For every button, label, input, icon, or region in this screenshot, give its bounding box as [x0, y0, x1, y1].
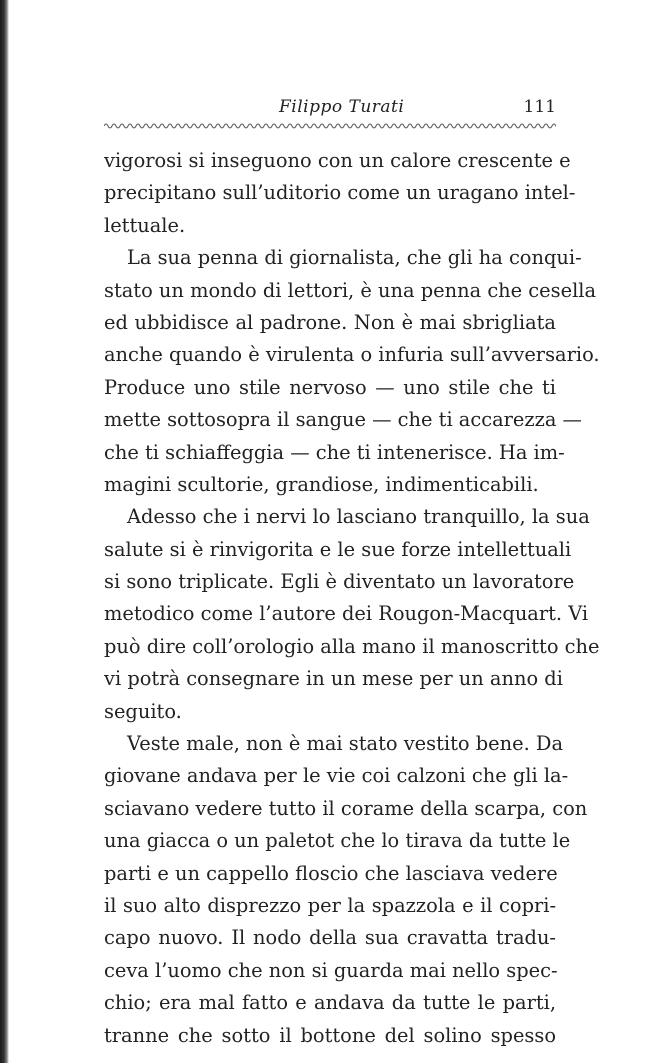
text-line: ed ubbidisce al padrone. Non è mai sbrigliata: [104, 310, 556, 334]
text-line: una giacca o un paletot che lo tirava da tutte le: [104, 829, 571, 853]
text-line: che ti schiaffeggia — che ti intenerisce. Ha im-: [104, 440, 565, 464]
text-line: stato un mondo di lettori, è una penna che cesella: [104, 278, 597, 302]
text-line: vigorosi si inseguono con un calore crescente e: [104, 149, 571, 172]
text-line: parti e un cappello floscio che lasciava vedere: [104, 861, 558, 885]
text-line: precipitano sull’uditorio come un uragano intel-: [104, 181, 576, 205]
text-line: La sua penna di giornalista, che gli ha conqui-: [127, 246, 582, 270]
text-line: Produce uno stile nervoso — uno stile che ti: [104, 375, 556, 399]
text-line: il suo alto disprezzo per la spazzola e il copri-: [104, 893, 556, 917]
paragraph-1: [104, 145, 576, 242]
text-line: giovane andava per le vie coi calzoni che gli la-: [104, 764, 569, 788]
body-text: [104, 145, 600, 1052]
text-line: lettuale.: [104, 213, 186, 237]
text-line: Adesso che i nervi lo lasciano tranquillo, la sua: [127, 505, 590, 529]
text-line: Veste male, non è mai stato vestito bene. Da: [127, 732, 564, 756]
text-line: seguito.: [104, 699, 182, 723]
text-line: magini scultorie, grandiose, indimenticabili.: [104, 472, 539, 496]
paragraph-4: [104, 728, 588, 1052]
text-line: metodico come l’autore dei Rougon-Macquart. Vi: [104, 602, 589, 626]
text-line: anche quando è virulenta o infuria sull’avversario.: [104, 343, 600, 367]
text-line: capo nuovo. Il nodo della sua cravatta tradu-: [104, 926, 556, 950]
text-line: chio; era mal fatto e andava da tutte le parti,: [104, 991, 556, 1015]
page-header: [104, 97, 556, 127]
text-line: può dire coll’orologio alla mano il manoscritto che: [104, 634, 600, 658]
paragraph-2: [104, 242, 600, 501]
wavy-rule-ornament: [104, 121, 556, 131]
text-line: ceva l’uomo che non si guarda mai nello spec-: [104, 958, 558, 982]
text-line: si sono triplicate. Egli è diventato un lavoratore: [104, 570, 575, 594]
text-line: sciavano vedere tutto il corame della scarpa, con: [104, 796, 588, 820]
running-title: Filippo Turati: [279, 97, 405, 117]
paragraph-3: [104, 501, 600, 728]
text-line: tranne che sotto il bottone del solino spesso: [104, 1023, 556, 1047]
page-number: 111: [523, 97, 556, 117]
text-line: vi potrà consegnare in un mese per un anno di: [104, 667, 563, 691]
book-spine-shadow: [0, 0, 9, 1063]
text-line: salute si è rinvigorita e le sue forze intellettuali: [104, 537, 572, 561]
text-line: mette sottosopra il sangue — che ti accarezza —: [104, 408, 582, 432]
